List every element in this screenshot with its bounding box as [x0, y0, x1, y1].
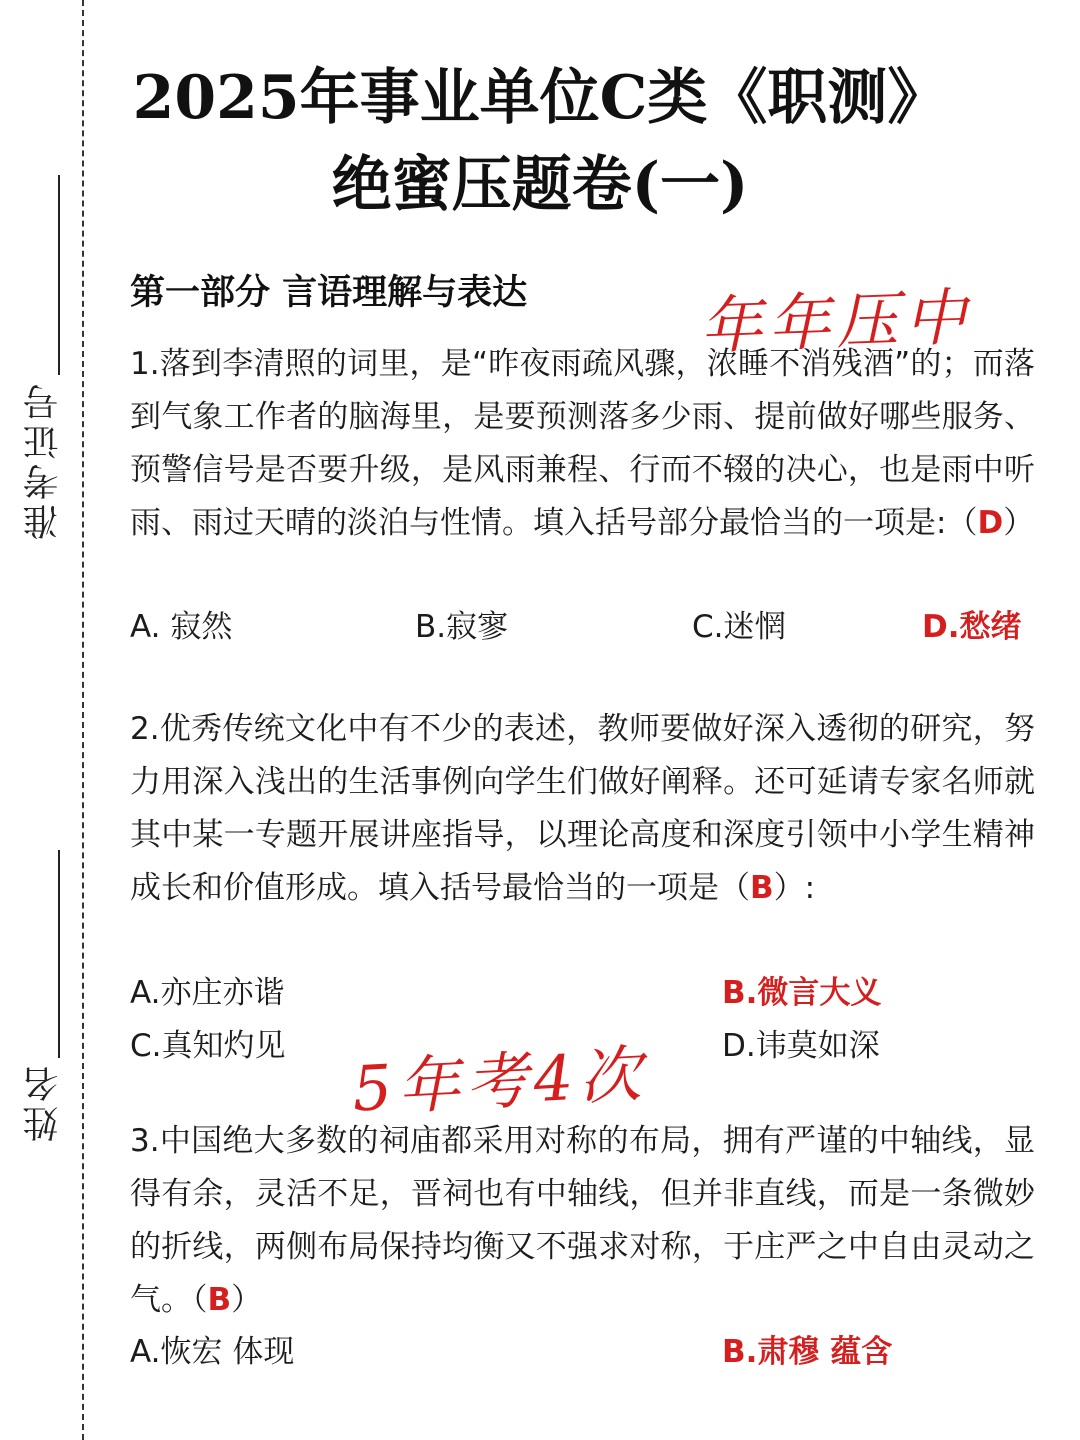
handwritten-note-middle: 5年考4次 — [350, 1037, 649, 1126]
q3-option-a: A.恢宏 体现 — [130, 1334, 295, 1370]
exam-id-underline — [58, 175, 60, 375]
question-1 — [130, 338, 1035, 550]
handwritten-note-top: 年年压中 — [698, 280, 974, 363]
exam-id-label: 准考证号 — [23, 380, 64, 540]
q1-option-c: C.迷惘 — [692, 609, 786, 645]
q1-option-a: A. 寂然 — [130, 609, 233, 645]
title-line-1: 2025年事业单位C类《职测》 — [132, 63, 948, 133]
name-field — [10, 850, 70, 1160]
question-2-suffix: ）: — [773, 870, 816, 906]
question-1-answer: D — [977, 505, 1004, 541]
question-2-answer: B — [750, 870, 774, 906]
question-3-answer: B — [207, 1282, 232, 1318]
cut-dashed-line — [82, 0, 84, 1440]
q1-option-d: D.愁绪 — [922, 609, 1022, 645]
question-2 — [130, 703, 1035, 915]
question-3 — [130, 1115, 1035, 1327]
q3-option-b: B.肃穆 蕴含 — [722, 1334, 893, 1370]
question-1-suffix: ） — [1003, 505, 1035, 541]
q2-option-a: A.亦庄亦谐 — [130, 975, 285, 1011]
title-line-2: 绝蜜压题卷(一) — [331, 150, 749, 220]
section-title: 第一部分 言语理解与表达 — [130, 273, 528, 313]
question-3-suffix: ） — [231, 1282, 263, 1318]
question-2-text: 2.优秀传统文化中有不少的表述，教师要做好深入透彻的研究，努力用深入浅出的生活事例向学生们做好阐释。还可延请专家名师就其中某一专题开展讲座指导，以理论高度和深度引领中小学生精神成长和价值形成。填入括号最恰当的一项是（ — [130, 711, 1035, 906]
exam-id-field — [10, 175, 70, 575]
name-underline — [58, 850, 60, 1058]
name-label: 姓名 — [23, 1062, 64, 1142]
q2-option-b: B.微言大义 — [722, 975, 882, 1011]
question-1-text: 1.落到李清照的词里，是“昨夜雨疏风骤，浓睡不消残酒”的；而落到气象工作者的脑海里，是要预测落多少雨、提前做好哪些服务、预警信号是否要升级，是风雨兼程、行而不辍的决心，也是雨中听雨、雨过天晴的淡泊与性情。填入括号部分最恰当的一项是:（ — [130, 346, 1035, 541]
question-3-text: 3.中国绝大多数的祠庙都采用对称的布局，拥有严谨的中轴线，显得有余，灵活不足，晋祠也有中轴线，但并非直线，而是一条微妙的折线，两侧布局保持均衡又不强求对称，于庄严之中自由灵动之气。（ — [130, 1123, 1035, 1318]
q2-option-c: C.真知灼见 — [130, 1028, 286, 1064]
q2-option-d: D.讳莫如深 — [722, 1028, 880, 1064]
q1-option-b: B.寂寥 — [415, 609, 509, 645]
